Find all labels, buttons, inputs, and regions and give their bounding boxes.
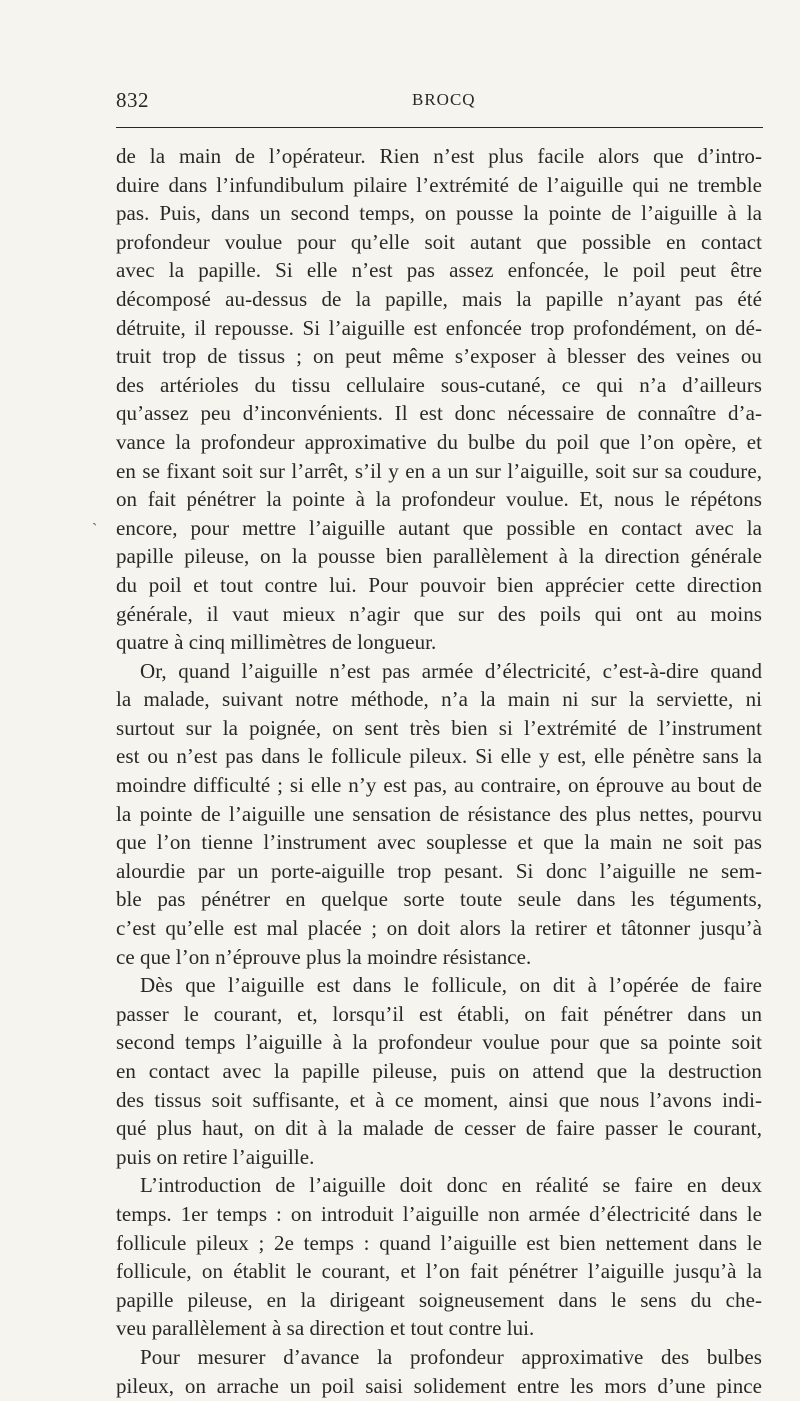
margin-mark: ˎ <box>92 509 98 526</box>
text-line: on fait pénétrer la pointe à la profondeur voulue. Et, nous le répétons <box>116 487 762 512</box>
text-line: quatre à cinq millimètres de longueur. <box>116 630 437 655</box>
text-line: du poil et tout contre lui. Pour pouvoir bien apprécier cette direction <box>116 572 762 597</box>
text-line: pas. Puis, dans un second temps, on pousse la pointe de l’aiguille à la <box>116 201 762 226</box>
page-number: 832 <box>116 88 149 112</box>
text-line: est ou n’est pas dans le follicule pileux. Si elle y est, elle pénètre sans la <box>116 744 762 769</box>
text-line: avec la papille. Si elle n’est pas assez enfoncée, le poil peut être <box>116 258 762 283</box>
text-line: profondeur voulue pour qu’elle soit autant que possible en contact <box>116 229 762 254</box>
text-line: que l’on tienne l’instrument avec souplesse et que la main ne soit pas <box>116 830 762 855</box>
text-line: L’introduction de l’aiguille doit donc en réalité se faire en deux <box>140 1173 762 1198</box>
text-line: surtout sur la poignée, on sent très bien si l’extrémité de l’instrument <box>116 715 762 740</box>
text-line: temps. 1er temps : on introduit l’aiguille non armée d’électricité dans le <box>116 1201 762 1226</box>
text-line: la malade, suivant notre méthode, n’a la main ni sur la serviette, ni <box>116 687 762 712</box>
text-line: la pointe de l’aiguille une sensation de résistance des plus nettes, pourvu <box>116 801 762 826</box>
text-line: duire dans l’infundibulum pilaire l’extrémité de l’aiguille qui ne tremble <box>116 172 762 197</box>
text-line: truit trop de tissus ; on peut même s’exposer à blesser des veines ou <box>116 344 762 369</box>
text-line: des tissus soit suffisante, et à ce moment, ainsi que nous l’avons indi- <box>116 1087 762 1112</box>
running-title: BROCQ <box>412 90 476 109</box>
text-line: Or, quand l’aiguille n’est pas armée d’électricité, c’est-à-dire quand <box>140 658 762 683</box>
text-line: puis on retire l’aiguille. <box>116 1144 315 1169</box>
running-head <box>116 88 766 118</box>
text-line: follicule pileux ; 2e temps : quand l’aiguille est bien nettement dans le <box>116 1230 762 1255</box>
text-line: passer le courant, et, lorsqu’il est établi, on fait pénétrer dans un <box>116 1001 762 1026</box>
text-line: détruite, il repousse. Si l’aiguille est enfoncée trop profondément, on dé- <box>116 315 762 340</box>
text-line: c’est qu’elle est mal placée ; on doit alors la retirer et tâtonner jusqu’à <box>116 916 762 941</box>
text-line: ce que l’on n’éprouve plus la moindre résistance. <box>116 944 532 969</box>
text-line: des artérioles du tissu cellulaire sous-cutané, ce qui n’a d’ailleurs <box>116 372 762 397</box>
text-line: veu parallèlement à sa direction et tout contre lui. <box>116 1316 535 1341</box>
text-line: vance la profondeur approximative du bulbe du poil que l’on opère, et <box>116 429 762 454</box>
text-line: Pour mesurer d’avance la profondeur approximative des bulbes <box>140 1344 762 1369</box>
text-line: Dès que l’aiguille est dans le follicule, on dit à l’opérée de faire <box>140 973 762 998</box>
text-line: en contact avec la papille pileuse, puis on attend que la destruction <box>116 1059 762 1083</box>
text-line: follicule, on établit le courant, et l’on fait pénétrer l’aiguille jusqu’à la <box>116 1259 762 1284</box>
body-text <box>116 142 762 1400</box>
text-line: en se fixant soit sur l’arrêt, s’il y en a un sur l’aiguille, soit sur sa coudure, <box>116 458 762 483</box>
text-line: alourdie par un porte-aiguille trop pesant. Si donc l’aiguille ne sem- <box>116 858 762 883</box>
text-line: pileux, on arrache un poil saisi solidement entre les mors d’une pince <box>116 1373 762 1398</box>
text-line: qu’assez peu d’inconvénients. Il est donc nécessaire de connaître d’a- <box>116 401 762 426</box>
text-line: ble pas pénétrer en quelque sorte toute seule dans les téguments, <box>116 887 762 912</box>
text-line: papille pileuse, on la pousse bien parallèlement à la direction générale <box>116 544 762 569</box>
text-line: décomposé au-dessus de la papille, mais la papille n’ayant pas été <box>116 286 762 311</box>
text-line: second temps l’aiguille à la profondeur voulue pour que sa pointe soit <box>116 1030 762 1055</box>
text-line: qué plus haut, on dit à la malade de cesser de faire passer le courant, <box>116 1116 762 1141</box>
text-line: générale, il vaut mieux n’agir que sur des poils qui ont au moins <box>116 601 762 626</box>
header-rule <box>116 127 763 128</box>
text-line: moindre difficulté ; si elle n’y est pas, au contraire, on éprouve au bout de <box>116 773 762 798</box>
text-line: encore, pour mettre l’aiguille autant que possible en contact avec la <box>116 515 762 540</box>
text-line: papille pileuse, en la dirigeant soigneusement dans le sens du che- <box>116 1287 762 1312</box>
text-line: de la main de l’opérateur. Rien n’est plus facile alors que d’intro- <box>116 144 762 168</box>
